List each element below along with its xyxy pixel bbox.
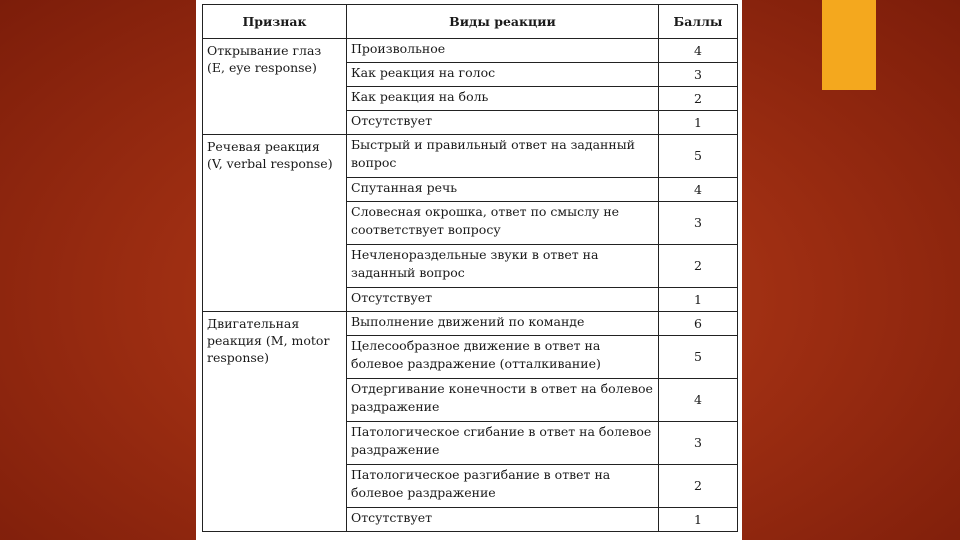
- reaction-cell: Выполнение движений по команде: [347, 312, 659, 336]
- accent-bar: [822, 0, 876, 90]
- score-cell: 4: [659, 178, 738, 202]
- header-sign: Признак: [203, 5, 347, 39]
- header-score: Баллы: [659, 5, 738, 39]
- score-cell: 2: [659, 245, 738, 288]
- reaction-cell: Быстрый и правильный ответ на заданный вопрос: [347, 135, 659, 178]
- table-row: [203, 135, 738, 178]
- score-cell: 2: [659, 87, 738, 111]
- sign-verbal-response: Речевая реакция (V, verbal response): [203, 135, 347, 312]
- score-cell: 4: [659, 379, 738, 422]
- reaction-cell: Патологическое сгибание в ответ на болевое раздражение: [347, 422, 659, 465]
- reaction-cell: Отсутствует: [347, 288, 659, 312]
- score-cell: 5: [659, 135, 738, 178]
- score-cell: 3: [659, 202, 738, 245]
- score-cell: 6: [659, 312, 738, 336]
- score-cell: 3: [659, 422, 738, 465]
- reaction-cell: Отсутствует: [347, 508, 659, 532]
- sign-eye-response: Открывание глаз (E, eye response): [203, 39, 347, 135]
- reaction-cell: Отсутствует: [347, 111, 659, 135]
- glasgow-scale-document: [196, 0, 742, 540]
- sign-motor-response: Двигательная реакция (M, motor response): [203, 312, 347, 532]
- table-row: [203, 39, 738, 63]
- reaction-cell: Спутанная речь: [347, 178, 659, 202]
- reaction-cell: Патологическое разгибание в ответ на болевое раздражение: [347, 465, 659, 508]
- reaction-cell: Как реакция на голос: [347, 63, 659, 87]
- score-cell: 5: [659, 336, 738, 379]
- header-reaction: Виды реакции: [347, 5, 659, 39]
- glasgow-coma-scale-table: [202, 4, 738, 532]
- reaction-cell: Отдергивание конечности в ответ на болевое раздражение: [347, 379, 659, 422]
- score-cell: 2: [659, 465, 738, 508]
- score-cell: 3: [659, 63, 738, 87]
- score-cell: 1: [659, 111, 738, 135]
- reaction-cell: Целесообразное движение в ответ на болевое раздражение (отталкивание): [347, 336, 659, 379]
- score-cell: 1: [659, 508, 738, 532]
- reaction-cell: Словесная окрошка, ответ по смыслу не соответствует вопросу: [347, 202, 659, 245]
- table-row: [203, 312, 738, 336]
- score-cell: 4: [659, 39, 738, 63]
- reaction-cell: Как реакция на боль: [347, 87, 659, 111]
- score-cell: 1: [659, 288, 738, 312]
- reaction-cell: Нечленораздельные звуки в ответ на заданный вопрос: [347, 245, 659, 288]
- reaction-cell: Произвольное: [347, 39, 659, 63]
- header-row: [203, 5, 738, 39]
